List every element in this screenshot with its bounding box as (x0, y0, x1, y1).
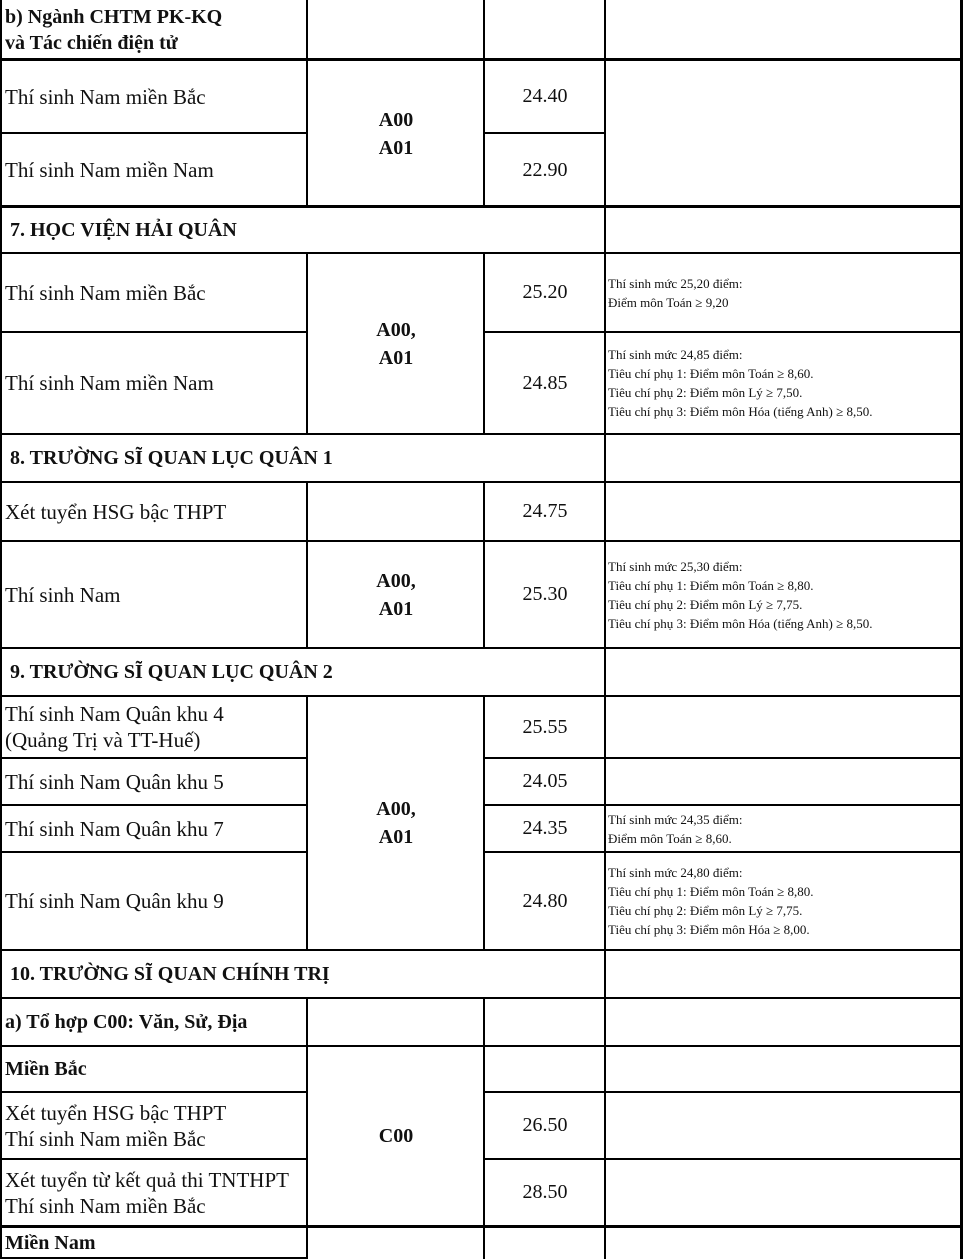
score-value: 22.90 (485, 133, 605, 207)
row-separator (0, 757, 308, 759)
candidate-group-label: Thí sinh Nam Quân khu 5 (0, 758, 306, 805)
subject-combination: C00 (308, 1046, 484, 1226)
subject-combination: A00, A01 (308, 541, 484, 648)
row-separator (0, 1158, 308, 1160)
row-separator (0, 851, 308, 853)
row-separator (0, 481, 963, 483)
column-separator (306, 998, 308, 1259)
score-value: 28.50 (485, 1159, 605, 1226)
row-separator (0, 1225, 963, 1228)
row-separator (484, 132, 606, 134)
score-value: 24.05 (485, 758, 605, 805)
score-value: 26.50 (485, 1092, 605, 1159)
column-separator (483, 998, 485, 1259)
candidate-group-label: Xét tuyển HSG bậc THPT (0, 482, 306, 541)
section-title: 7. HỌC VIỆN HẢI QUÂN (0, 207, 605, 253)
candidate-group-label: Thí sinh Nam miền Bắc (0, 253, 306, 332)
candidate-group-label: Thí sinh Nam Quân khu 9 (0, 852, 306, 950)
candidate-group-label: Xét tuyển HSG bậc THPT Thí sinh Nam miền Bắc (0, 1092, 306, 1159)
row-separator (484, 331, 963, 333)
column-separator (306, 0, 308, 207)
row-separator (484, 851, 963, 853)
section-title: 9. TRƯỜNG SĨ QUAN LỤC QUÂN 2 (0, 648, 605, 696)
score-value: 24.35 (485, 805, 605, 852)
row-separator (0, 1091, 308, 1093)
row-separator (0, 997, 963, 999)
region-header: Miền Bắc (0, 1046, 306, 1092)
row-separator (484, 1091, 963, 1093)
row-separator (0, 433, 963, 435)
candidate-group-label: Thí sinh Nam miền Bắc (0, 60, 306, 133)
column-separator (483, 0, 485, 207)
column-separator (306, 482, 308, 648)
candidate-group-label: Thí sinh Nam miền Nam (0, 332, 306, 434)
row-separator (0, 540, 963, 542)
row-separator (0, 647, 963, 649)
section-title: 8. TRƯỜNG SĨ QUAN LỤC QUÂN 1 (0, 434, 605, 482)
subsection-header: a) Tổ hợp C00: Văn, Sử, Địa (0, 998, 306, 1046)
candidate-group-label: Thí sinh Nam Quân khu 4 (Quảng Trị và TT-Huế) (0, 696, 306, 758)
score-value: 25.20 (485, 253, 605, 332)
subject-combination: A00 A01 (308, 60, 484, 207)
row-separator (484, 1158, 963, 1160)
column-separator (604, 0, 606, 1259)
row-separator (0, 205, 963, 208)
score-value: 25.30 (485, 541, 605, 648)
row-separator (0, 58, 963, 61)
score-value: 24.75 (485, 482, 605, 541)
score-value: 24.40 (485, 60, 605, 133)
column-separator (306, 253, 308, 434)
candidate-group-label: Thí sinh Nam Quân khu 7 (0, 805, 306, 852)
row-separator (0, 331, 308, 333)
column-separator (483, 696, 485, 950)
region-header: Miền Nam (0, 1226, 306, 1259)
candidate-group-label: Xét tuyển từ kết quả thi TNTHPT Thí sinh Nam miền Bắc (0, 1159, 306, 1226)
row-separator (484, 757, 963, 759)
row-separator (0, 1045, 963, 1047)
tiebreak-note: Thí sinh mức 24,35 điểm: Điểm môn Toán ≥ 8,60. (606, 805, 963, 852)
subsection-header: b) Ngành CHTM PK-KQ và Tác chiến điện tử (0, 0, 306, 60)
tiebreak-note: Thí sinh mức 25,20 điểm: Điểm môn Toán ≥ 9,20 (606, 253, 963, 332)
candidate-group-label: Thí sinh Nam (0, 541, 306, 648)
section-title: 10. TRƯỜNG SĨ QUAN CHÍNH TRỊ (0, 950, 605, 998)
column-separator (483, 253, 485, 434)
tiebreak-note: Thí sinh mức 25,30 điểm: Tiêu chí phụ 1: Điểm môn Toán ≥ 8,80. Tiêu chí phụ 2: Điểm môn Lý ≥ 7,75. Tiêu chí phụ 3: Điểm môn Hóa (tiếng Anh) ≥ 8,50. (606, 541, 963, 648)
row-separator (0, 949, 963, 951)
candidate-group-label: Thí sinh Nam miền Nam (0, 133, 306, 207)
row-separator (0, 804, 308, 806)
score-value: 24.80 (485, 852, 605, 950)
tiebreak-note: Thí sinh mức 24,85 điểm: Tiêu chí phụ 1: Điểm môn Toán ≥ 8,60. Tiêu chí phụ 2: Điểm môn Lý ≥ 7,50. Tiêu chí phụ 3: Điểm môn Hóa (tiếng Anh) ≥ 8,50. (606, 332, 963, 434)
row-separator (0, 695, 963, 697)
subject-combination: A00, A01 (308, 253, 484, 434)
row-separator (484, 804, 963, 806)
column-separator (306, 696, 308, 950)
score-value: 25.55 (485, 696, 605, 758)
column-separator (483, 482, 485, 648)
tiebreak-note: Thí sinh mức 24,80 điểm: Tiêu chí phụ 1: Điểm môn Toán ≥ 8,80. Tiêu chí phụ 2: Điểm môn Lý ≥ 7,75. Tiêu chí phụ 3: Điểm môn Hóa ≥ 8,00. (606, 852, 963, 950)
column-separator (0, 0, 2, 1259)
score-value: 24.85 (485, 332, 605, 434)
row-separator (0, 132, 308, 134)
row-separator (0, 252, 963, 254)
subject-combination: A00, A01 (308, 696, 484, 950)
